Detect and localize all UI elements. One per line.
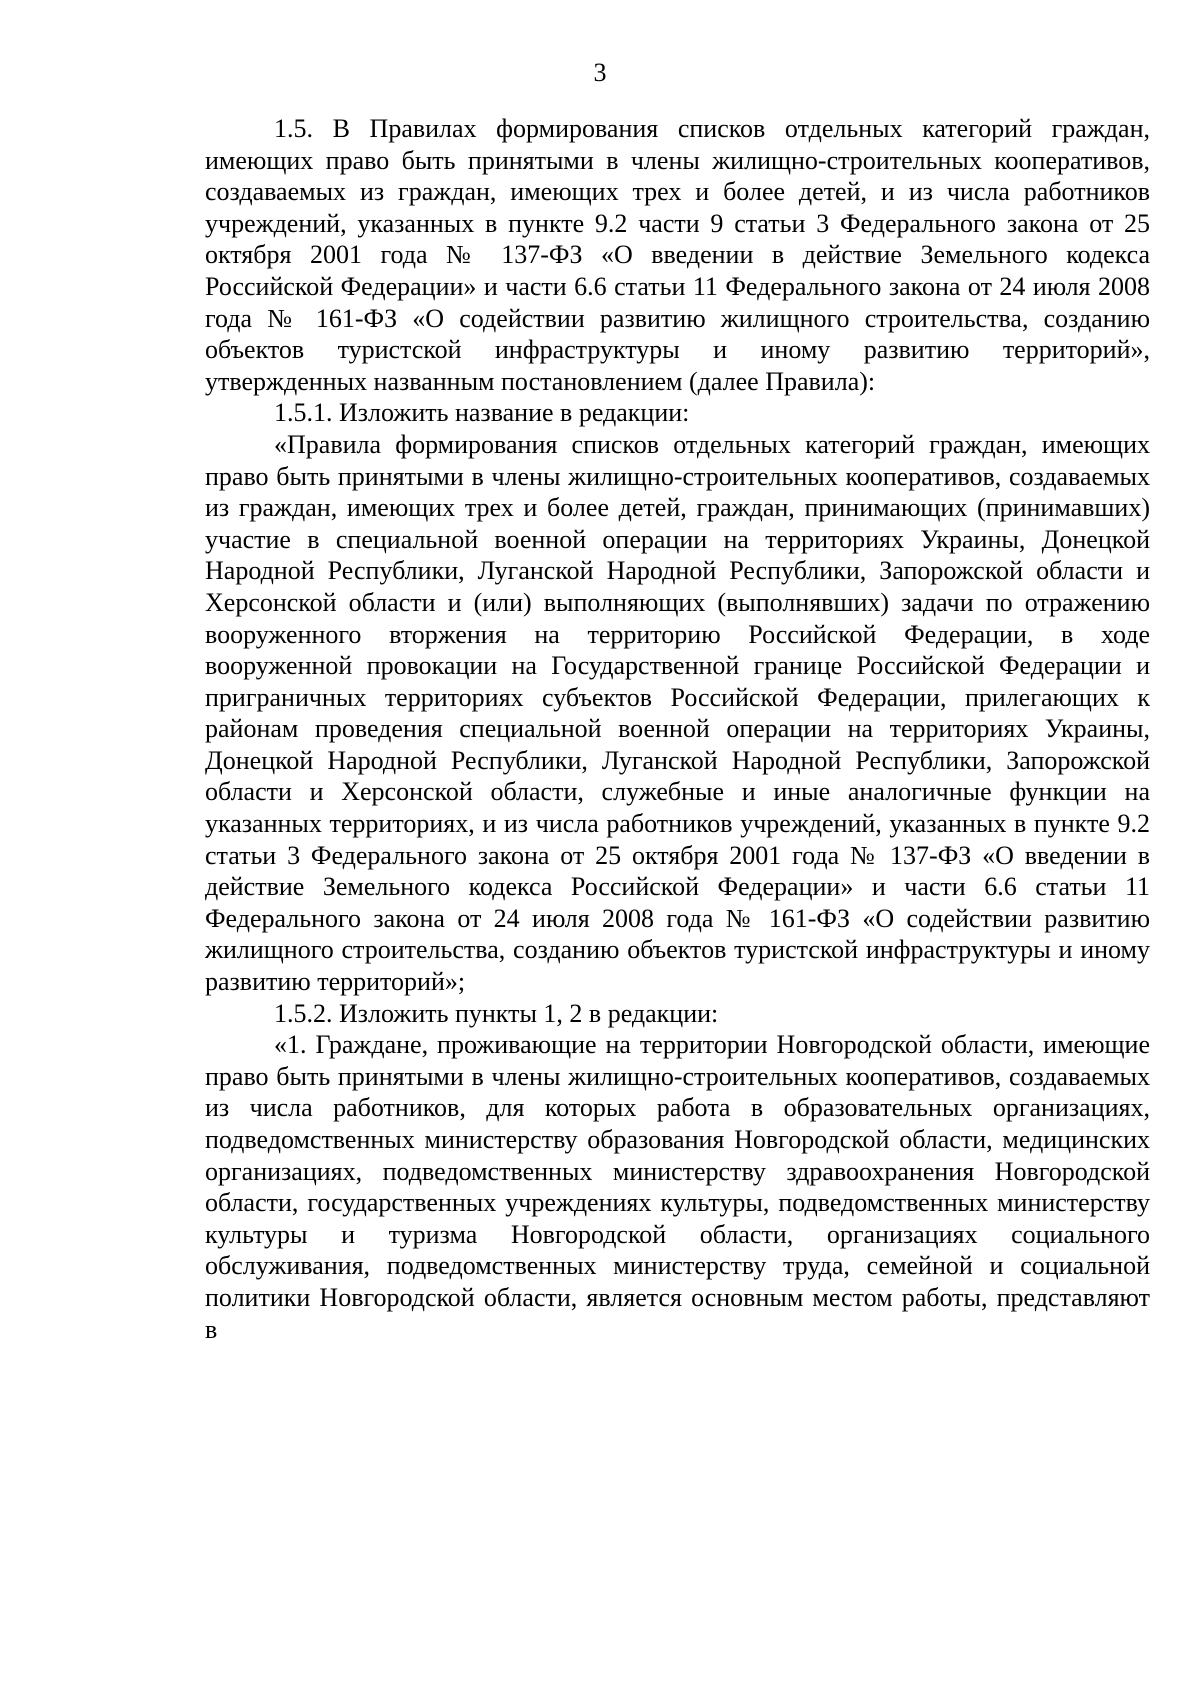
- paragraph-point-1: «1. Граждане, проживающие на территории Новгородской области, имеющие право быть принятыми в члены жилищно-строительных кооперативов, создаваемых из числа работников, для которых работа в образовательных организациях, подведомственных министерству образования Новгородской области, медицинских организациях, подведомственных министерству здравоохранения Новгородской области, государственных учреждениях культуры, подведомственных министерству культуры и туризма Новгородской области, организациях социального обслуживания, подведомственных министерству труда, семейной и социальной политики Новгородской области, является основным местом работы, представляют в: [205, 1030, 1150, 1344]
- page-number: 3: [593, 58, 607, 87]
- paragraph-1-5-1: 1.5.1. Изложить название в редакции:: [274, 398, 690, 428]
- document-body: [205, 113, 1150, 1345]
- paragraph-1-5: 1.5. В Правилах формирования списков отдельных категорий граждан, имеющих право быть принятыми в члены жилищно-строительных кооперативов, создаваемых из граждан, имеющих трех и более детей, и из числа работников учреждений, указанных в пункте 9.2 части 9 статьи 3 Федерального закона от 25 октября 2001 года № 137-ФЗ «О введении в действие Земельного кодекса Российской Федерации» и части 6.6 статьи 11 Федерального закона от 24 июля 2008 года № 161-ФЗ «О содействии развитию жилищного строительства, созданию объектов туристской инфраструктуры и иному развитию территорий», утвержденных названным постановлением (далее Правила):: [205, 114, 1150, 396]
- paragraph-rules-title: «Правила формирования списков отдельных категорий граждан, имеющих право быть принятыми в члены жилищно-строительных кооперативов, создаваемых из граждан, имеющих трех и более детей, граждан, принимающих (принимавших) участие в специальной военной операции на территориях Украины, Донецкой Народной Республики, Луганской Народной Республики, Запорожской области и Херсонской области и (или) выполняющих (выполнявших) задачи по отражению вооруженного вторжения на территорию Российской Федерации, в ходе вооруженной провокации на Государственной границе Российской Федерации и приграничных территориях субъектов Российской Федерации, прилегающих к районам проведения специальной военной операции на территориях Украины, Донецкой Народной Республики, Луганской Народной Республики, Запорожской области и Херсонской области, служебные и иные аналогичные функции на указанных территориях, и из числа работников учреждений, указанных в пункте 9.2 статьи 3 Федерального закона от 25 октября 2001 года № 137-ФЗ «О введении в действие Земельного кодекса Российской Федерации» и части 6.6 статьи 11 Федерального закона от 24 июля 2008 года № 161-ФЗ «О содействии развитию жилищного строительства, созданию объектов туристской инфраструктуры и иному развитию территорий»;: [205, 429, 1150, 997]
- paragraph-1-5-2: 1.5.2. Изложить пункты 1, 2 в редакции:: [274, 998, 719, 1028]
